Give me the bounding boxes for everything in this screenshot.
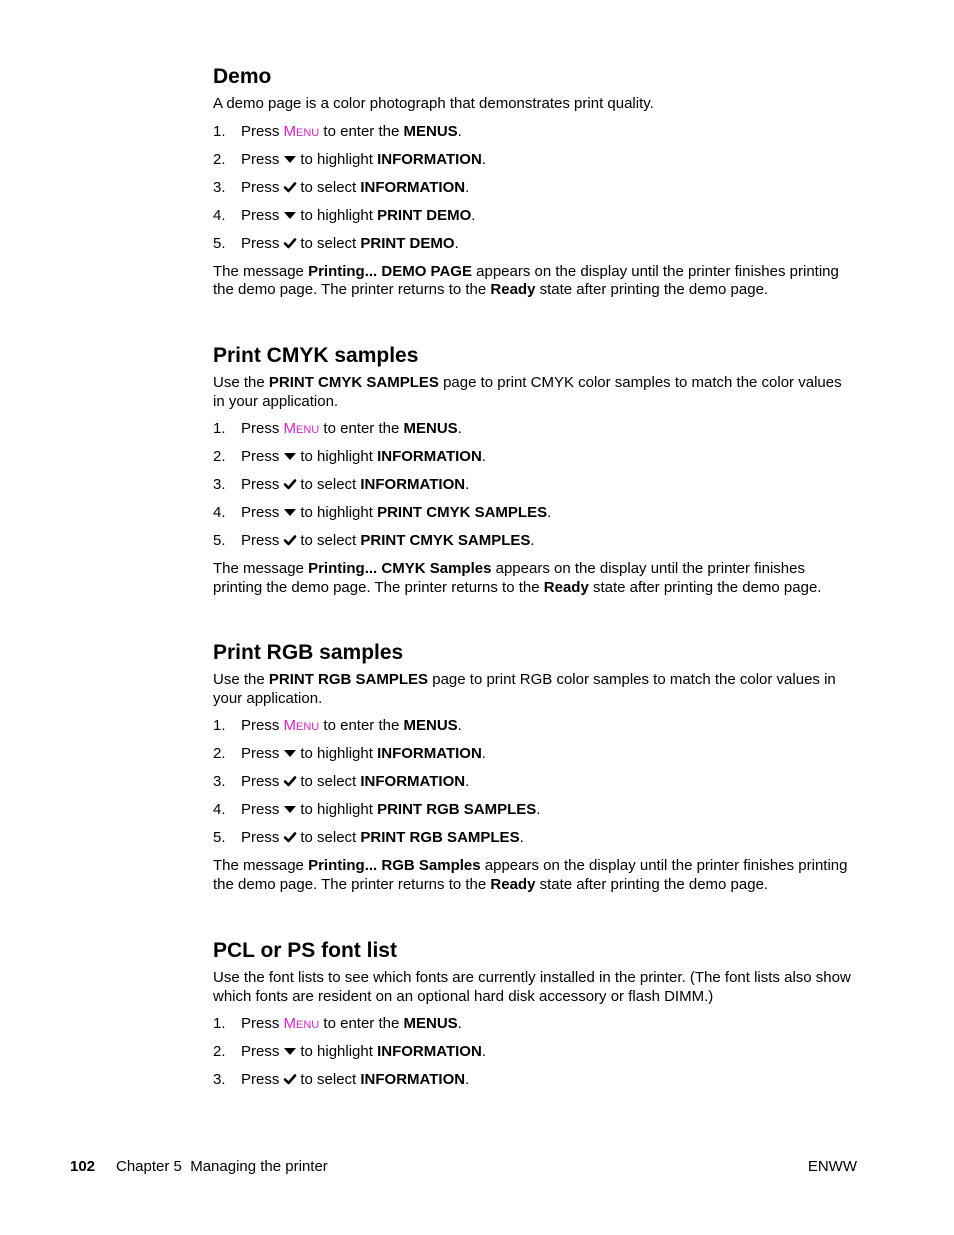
- section-rgb: [213, 638, 853, 894]
- section-intro: Use the PRINT RGB SAMPLES page to print RGB color samples to match the color values in your application.: [213, 671, 836, 707]
- section-pcl-ps-font-list: [213, 936, 853, 1099]
- down-arrow-icon: [283, 1045, 297, 1057]
- step-item: 1. Press MENU to enter the MENUS.: [213, 122, 462, 140]
- steps-list: [213, 420, 853, 560]
- menu-key-label: MENU: [283, 1015, 320, 1032]
- chapter-title: Chapter 5 Managing the printer: [116, 1158, 328, 1175]
- menu-key-label: MENU: [283, 420, 320, 437]
- checkmark-icon: [283, 237, 297, 249]
- down-arrow-icon: [283, 747, 297, 759]
- step-item: 2. Press to highlight INFORMATION.: [213, 1043, 486, 1060]
- step-item: 4. Press to highlight PRINT DEMO.: [213, 206, 476, 224]
- checkmark-icon: [283, 775, 297, 787]
- page-footer: [70, 1158, 857, 1176]
- section-cmyk: [213, 341, 853, 597]
- section-title: Print RGB samples: [213, 641, 404, 664]
- section-intro: Use the PRINT CMYK SAMPLES page to print CMYK color samples to match the color values in your application.: [213, 374, 842, 410]
- page-number: 102: [70, 1158, 96, 1175]
- section-message: The message Printing... DEMO PAGE appears on the display until the printer finishes printing the demo page. The printer returns to the Ready state after printing the demo page.: [213, 262, 839, 298]
- menu-key-label: MENU: [283, 717, 320, 734]
- checkmark-icon: [283, 831, 297, 843]
- section-title: Print CMYK samples: [213, 344, 419, 367]
- down-arrow-icon: [283, 153, 297, 165]
- step-item: 3. Press to select INFORMATION.: [213, 178, 470, 196]
- step-item: 1. Press MENU to enter the MENUS.: [213, 420, 462, 437]
- step-item: 2. Press to highlight INFORMATION.: [213, 150, 486, 168]
- down-arrow-icon: [283, 803, 297, 815]
- step-item: 2. Press to highlight INFORMATION.: [213, 745, 486, 762]
- footer-right-label: ENWW: [807, 1158, 857, 1175]
- step-item: 5. Press to select PRINT RGB SAMPLES.: [213, 829, 524, 846]
- steps-list: [213, 1015, 853, 1099]
- down-arrow-icon: [283, 450, 297, 462]
- checkmark-icon: [283, 478, 297, 490]
- section-demo: [213, 62, 853, 300]
- step-item: 4. Press to highlight PRINT RGB SAMPLES.: [213, 801, 541, 818]
- step-item: 5. Press to select PRINT DEMO.: [213, 234, 459, 252]
- checkmark-icon: [283, 1073, 297, 1085]
- section-intro: Use the font lists to see which fonts are currently installed in the printer. (The font lists also show which fonts are resident on an optional hard disk accessory or flash DIMM.): [213, 969, 851, 1005]
- section-title: Demo: [213, 65, 272, 88]
- section-message: The message Printing... CMYK Samples appears on the display until the printer finishes printing the demo page. The printer returns to the Ready state after printing the demo page.: [213, 560, 822, 596]
- step-item: 1. Press MENU to enter the MENUS.: [213, 1015, 462, 1032]
- down-arrow-icon: [283, 506, 297, 518]
- section-intro: A demo page is a color photograph that demonstrates print quality.: [213, 95, 654, 112]
- step-item: 5. Press to select PRINT CMYK SAMPLES.: [213, 532, 535, 549]
- step-item: 3. Press to select INFORMATION.: [213, 1071, 470, 1088]
- step-item: 2. Press to highlight INFORMATION.: [213, 448, 486, 465]
- steps-list: [213, 123, 853, 263]
- down-arrow-icon: [283, 209, 297, 221]
- steps-list: [213, 717, 853, 857]
- menu-key-label: MENU: [283, 122, 320, 140]
- step-item: 3. Press to select INFORMATION.: [213, 476, 470, 493]
- checkmark-icon: [283, 181, 297, 193]
- step-item: 3. Press to select INFORMATION.: [213, 773, 470, 790]
- step-item: 4. Press to highlight PRINT CMYK SAMPLES.: [213, 504, 552, 521]
- section-title: PCL or PS font list: [213, 939, 397, 962]
- section-message: The message Printing... RGB Samples appears on the display until the printer finishes printing the demo page. The printer returns to the Ready state after printing the demo page.: [213, 857, 848, 893]
- step-item: 1. Press MENU to enter the MENUS.: [213, 717, 462, 734]
- checkmark-icon: [283, 534, 297, 546]
